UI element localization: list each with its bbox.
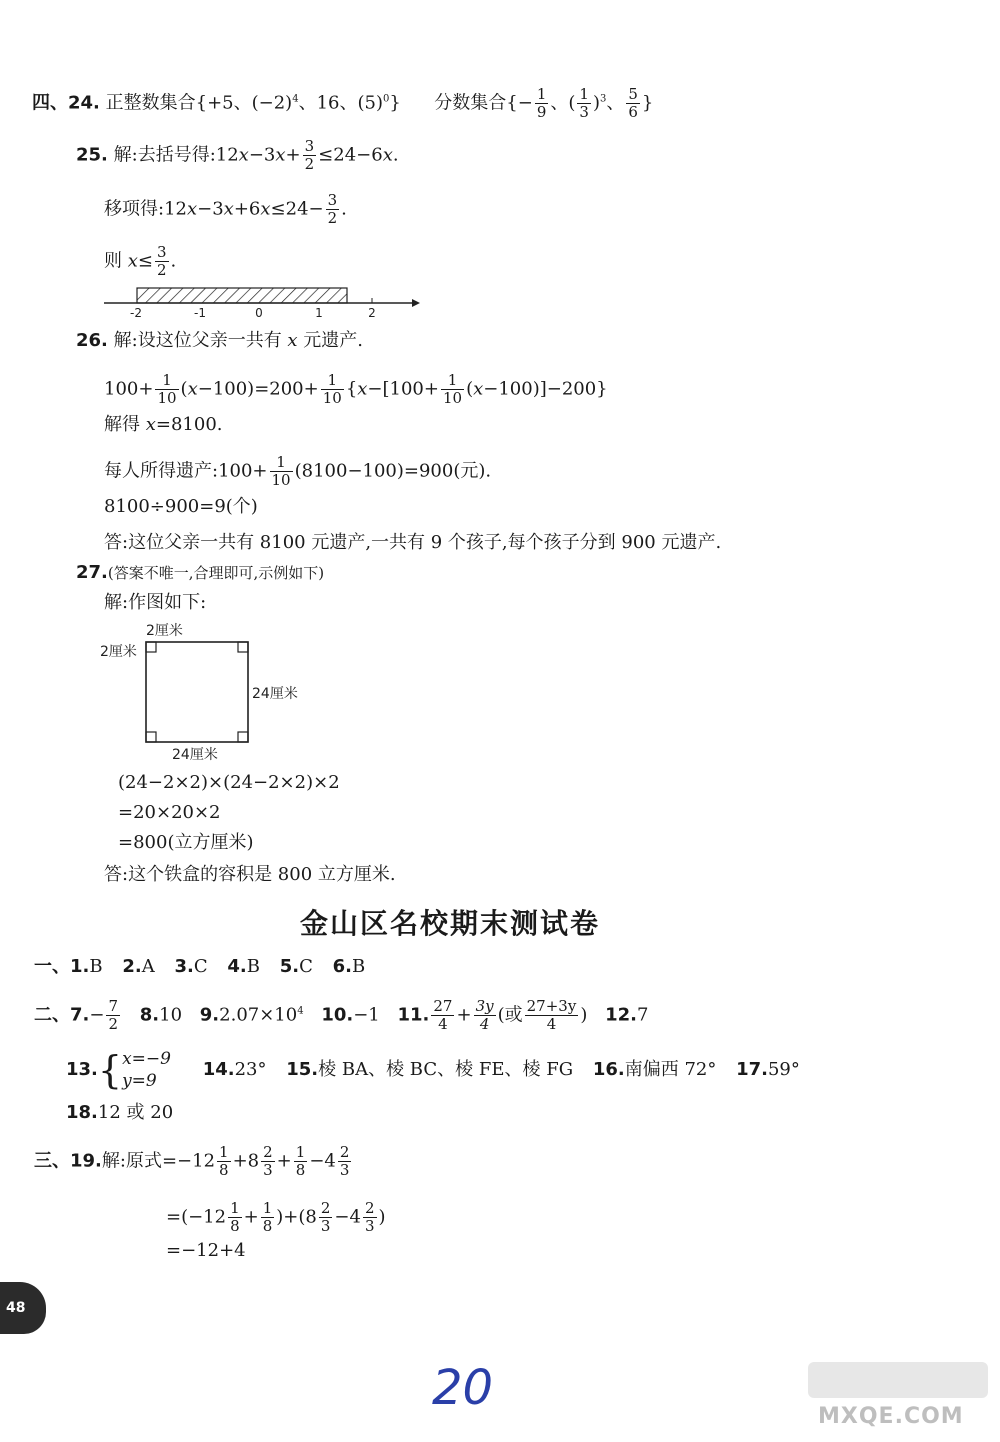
q26-sol-a: 解得 [104, 414, 146, 435]
watermark-logo-icon [808, 1362, 988, 1398]
part3-l1d: −4 [309, 1150, 336, 1172]
q16-answer: 南偏西 72° [624, 1059, 717, 1080]
q27-line1 [76, 562, 324, 584]
q24-int-rest: 、16、(5) [298, 92, 383, 114]
q26-eq-c: −100)=200+ [197, 378, 319, 400]
q26-var: x [473, 378, 484, 400]
mixed-frac: $\frac{2}{3}$ [263, 1143, 273, 1179]
label-bottom: 24厘米 [172, 747, 218, 763]
q25-frac: $\frac{3}{2}$ [304, 137, 315, 173]
answer-choice: A [141, 956, 155, 977]
mixed-frac: $\frac{1}{8}$ [230, 1199, 240, 1235]
answer-number: 5. [279, 956, 300, 977]
mixed-frac: $\frac{1}{8}$ [219, 1143, 229, 1179]
q25-var: x [238, 144, 249, 166]
part3-l1c: + [276, 1150, 292, 1172]
mixed-frac: $\frac{2}{3}$ [339, 1143, 350, 1179]
corner-cut [146, 642, 156, 652]
q25-line1 [76, 138, 399, 173]
q24-int-label: 正整数集合 [105, 92, 196, 114]
q11-plus: + [456, 1004, 472, 1026]
part1-label: 一、 [34, 956, 70, 977]
q26-each-a: 每人所得遗产:100+ [104, 460, 268, 482]
part3-line2 [166, 1200, 386, 1235]
mixed-frac: $\frac{1}{8}$ [262, 1199, 273, 1235]
q26-frac: $\frac{1}{10}$ [322, 371, 342, 407]
q14-answer: 23° [234, 1059, 267, 1080]
axis-tick-label: -2 [130, 306, 142, 320]
answer-number: 2. [122, 956, 142, 977]
q25-l2c: −3 [197, 198, 224, 220]
q18-answer: 12 或 20 [97, 1102, 174, 1123]
q13-eq1: x=−9 [122, 1049, 171, 1069]
q26-equation [104, 372, 608, 407]
q13-eq2: y=9 [122, 1071, 157, 1091]
corner-cut [146, 732, 156, 742]
part3-l2d: −4 [334, 1206, 361, 1228]
answer-choice: B [246, 956, 260, 977]
q26-solution [104, 414, 223, 436]
q25-var: x [223, 198, 234, 220]
answer-number: 18. [66, 1102, 98, 1123]
q12-answer: 7 [636, 1004, 649, 1026]
q27-answer: 答:这个铁盒的容积是 800 立方厘米. [104, 864, 396, 885]
answer-choice: B [351, 956, 366, 977]
q25-l1e: + [285, 144, 301, 166]
q24-frac3: $\frac{5}{6}$ [628, 85, 638, 121]
q17-answer: 59° [767, 1059, 800, 1080]
q15-answer: 棱 BA、棱 BC、棱 FE、棱 FG [318, 1059, 574, 1080]
axis-tick-label: 0 [255, 306, 263, 320]
mixed-frac: $\frac{1}{8}$ [295, 1143, 306, 1179]
q24-frac2: $\frac{1}{3}$ [579, 85, 589, 121]
q25-var: x [260, 198, 271, 220]
q25-l1i: . [392, 144, 399, 166]
section-title: 金山区名校期末测试卷 [300, 907, 601, 940]
q24-number: 四、24. [32, 92, 100, 114]
q24-int-close: } [389, 92, 401, 114]
page-number: 48 [6, 1300, 26, 1316]
q26-var: x [145, 414, 156, 435]
q26-eq-f: ( [466, 378, 474, 400]
square-sheet [146, 642, 248, 742]
q26-eq-b: ( [180, 378, 188, 400]
q25-var: x [275, 144, 286, 166]
q26-frac: $\frac{1}{10}$ [442, 371, 463, 407]
q25-frac: $\frac{3}{2}$ [327, 191, 338, 227]
answer-choice: C [299, 956, 313, 977]
part2-line3 [66, 1102, 173, 1124]
q25-l2i: . [341, 198, 347, 220]
q24-exp: 4 [292, 93, 299, 105]
q24-exp2: 0 [382, 93, 390, 105]
q25-l1a: 解:去括号得:12 [113, 144, 239, 166]
solution-region [137, 288, 347, 303]
answer-number: 4. [227, 956, 247, 977]
label-top: 2厘米 [146, 623, 183, 639]
q26-each [104, 454, 491, 489]
answer-number: 17. [736, 1059, 768, 1080]
q27-number: 27. [76, 562, 108, 583]
part3-l2b: + [243, 1206, 259, 1228]
part3-l1a: 解:原式=−12 [101, 1150, 216, 1172]
axis-tick-label: -1 [194, 306, 206, 320]
answer-number: 1. [70, 956, 90, 977]
q26-answer: 答:这位父亲一共有 8100 元遗产,一共有 9 个孩子,每个孩子分到 900 元遗产. [104, 532, 722, 553]
q26-var: x [187, 378, 198, 400]
q27-calc2: =20×20×2 [118, 802, 221, 823]
q26-var: x [357, 378, 368, 400]
part3-label: 三、19. [34, 1150, 102, 1172]
handwritten-number: 20 [432, 1360, 494, 1416]
answer-number: 11. [397, 1004, 430, 1026]
q27-calc3: =800(立方厘米) [118, 832, 254, 853]
answer-number: 3. [174, 956, 194, 977]
q25-l2e: +6 [233, 198, 261, 220]
part3-l2a: =(−12 [166, 1206, 227, 1228]
q11-frac: $\frac{27}{4}$ [433, 997, 453, 1033]
q25-l2g: ≤24− [270, 198, 324, 220]
corner-cut [238, 642, 248, 652]
q26-eq-d: { [345, 378, 358, 400]
q24-sep3: 、 [606, 92, 625, 114]
part3-l1b: +8 [232, 1150, 260, 1172]
q8-answer: 10 [159, 1004, 183, 1026]
label-left: 2厘米 [100, 644, 137, 660]
box-diagram [96, 616, 316, 766]
part3-line3: =−12+4 [166, 1240, 246, 1261]
q26-sol-b: =8100. [155, 414, 223, 435]
q26-var: x [287, 330, 298, 351]
q9-answer: 2.07×10 [219, 1004, 298, 1026]
q26-line1 [76, 330, 363, 352]
axis-tick-label: 2 [368, 306, 376, 320]
q26-frac: $\frac{1}{10}$ [157, 371, 177, 407]
q24-sep2: ) [592, 92, 600, 114]
axis-tick-label: 1 [315, 306, 323, 320]
q25-l3e: . [170, 250, 177, 272]
q25-number: 25. [76, 144, 108, 166]
answer-number: 9. [199, 1004, 220, 1026]
q25-var: x [186, 198, 198, 220]
answer-number: 15. [286, 1059, 319, 1080]
answer-choice: C [193, 956, 208, 977]
q25-l3c: ≤ [137, 250, 153, 272]
q10-answer: −1 [353, 1004, 380, 1026]
q24-sep1: 、( [550, 92, 576, 114]
corner-cut [238, 732, 248, 742]
part3-l2e: ) [378, 1206, 386, 1228]
answer-number: 13. [66, 1059, 98, 1080]
q25-line2 [104, 192, 347, 227]
q26-number: 26. [76, 330, 108, 351]
part3-l2c: )+(8 [276, 1206, 317, 1228]
q25-line3 [104, 244, 176, 279]
q26-l1: 解:设这位父亲一共有 [113, 330, 288, 351]
q26-eq-g: −100)]−200} [483, 378, 608, 400]
q26-frac: $\frac{1}{10}$ [271, 453, 291, 489]
answer-number: 10. [321, 1004, 354, 1026]
answer-number: 6. [332, 956, 352, 977]
q11-close: ) [580, 1004, 588, 1026]
answer-number: 12. [605, 1004, 637, 1026]
q11-frac: $\frac{27+3y}{4}$ [526, 997, 577, 1033]
q25-l2a: 移项得:12 [104, 198, 187, 220]
q24-int-items: {+5、(−2) [195, 92, 293, 114]
label-right: 24厘米 [252, 686, 298, 702]
number-line [100, 280, 430, 320]
watermark: MXQE.COM [818, 1404, 964, 1429]
q24-close: } [641, 92, 654, 114]
q25-var: x [382, 144, 393, 166]
q26-eq-a: 100+ [104, 378, 154, 400]
q26-each-b: (8100−100)=900(元). [294, 460, 492, 482]
q25-l3a: 则 [104, 250, 128, 272]
q27-note: (答案不唯一,合理即可,示例如下) [107, 564, 325, 582]
q25-l1c: −3 [248, 144, 276, 166]
q26-eq-e: −[100+ [367, 378, 439, 400]
q7-sign: − [89, 1004, 105, 1026]
answer-number: 14. [202, 1059, 235, 1080]
q7-frac: $\frac{7}{2}$ [108, 997, 119, 1033]
q13-system [122, 1048, 171, 1092]
q25-frac: $\frac{3}{2}$ [156, 243, 167, 279]
answer-number: 7. [70, 1004, 90, 1026]
q13-brace: { [97, 1048, 123, 1092]
part2-line2 [66, 1048, 800, 1092]
q24-line [32, 86, 653, 121]
mixed-frac: $\frac{2}{3}$ [364, 1199, 375, 1235]
q11-frac: $\frac{3y}{4}$ [475, 997, 494, 1033]
part2-line1 [34, 998, 648, 1033]
answer-number: 16. [592, 1059, 625, 1080]
q25-var: x [127, 250, 138, 272]
part2-label: 二、 [34, 1004, 70, 1026]
q25-l1g: ≤24−6 [318, 144, 383, 166]
q26-division: 8100÷900=9(个) [104, 496, 258, 517]
part3-line1 [34, 1144, 353, 1179]
axis-arrow [412, 299, 420, 307]
q26-l1b: 元遗产. [297, 330, 364, 351]
q24-frac2-exp: 3 [599, 93, 607, 105]
q11-or: (或 [497, 1004, 523, 1026]
q9-exp: 4 [297, 1005, 304, 1017]
mixed-frac: $\frac{2}{3}$ [320, 1199, 331, 1235]
q24-frac-label: 分数集合{− [434, 92, 533, 114]
answer-number: 8. [139, 1004, 160, 1026]
answer-choice: B [89, 956, 103, 977]
part1-line [34, 956, 365, 978]
q27-calc1: (24−2×2)×(24−2×2)×2 [118, 772, 340, 793]
q24-frac1: $\frac{1}{9}$ [536, 85, 547, 121]
q27-line2: 解:作图如下: [104, 592, 207, 613]
